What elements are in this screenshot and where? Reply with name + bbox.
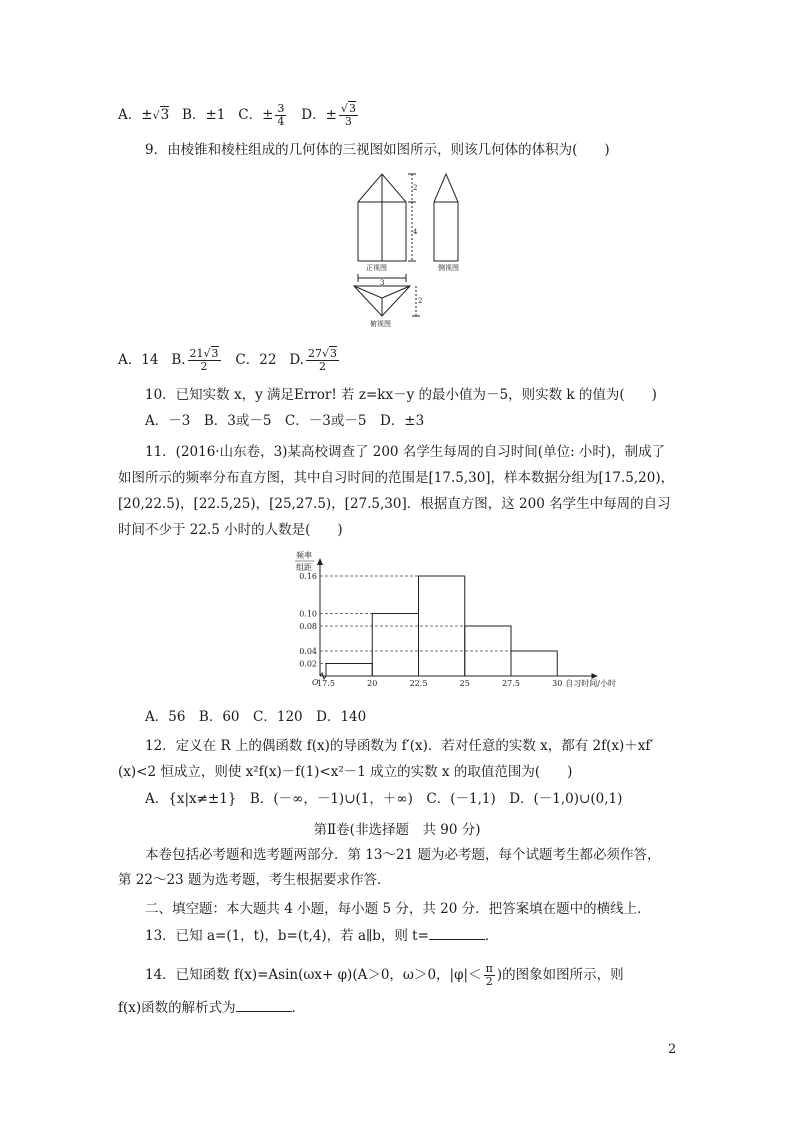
top-view-label: 俯视图 (370, 320, 391, 328)
x-tick-label-1: 20 (367, 679, 378, 688)
q8-option-b: B．±1 (182, 107, 226, 123)
histogram-bar-4 (511, 651, 557, 676)
q13-answer-blank (429, 927, 485, 940)
q9-option-b: B. (171, 352, 186, 368)
q14-pi: π (485, 962, 493, 975)
q14-denominator: 2 (485, 975, 493, 988)
fill-in-heading: 二、填空题：本大题共 4 小题，每小题 5 分，共 20 分．把答案填在题中的横线上． (145, 901, 651, 917)
x-tick-label-4: 27.5 (502, 679, 520, 688)
x-tick-label-3: 25 (459, 679, 470, 688)
x-tick-label-5: 30 (552, 679, 563, 688)
y-axis-label-bottom: 组距 (296, 563, 312, 572)
y-axis-label-top: 频率 (296, 551, 312, 560)
q9-option-d-fraction (306, 348, 339, 373)
top-view-edge-left (354, 286, 382, 298)
q14-line-2-text: f(x)函数的解析式为 (118, 1000, 236, 1016)
q11-line-1: 11．(2016·山东卷，3)某高校调查了 200 名学生每周的自习时间(单位: 小时)，制成了 (145, 444, 666, 460)
q11-histogram (290, 548, 616, 694)
q8-option-c-fraction (275, 103, 286, 128)
q9-stem: 9．由棱锥和棱柱组成的几何体的三视图如图所示，则该几何体的体积为( ) (145, 142, 610, 158)
q14-line-2: f(x)函数的解析式为 ． (118, 1000, 306, 1016)
q8-option-c-numerator: 3 (277, 102, 285, 115)
y-tick-label-4: 0.16 (299, 572, 317, 581)
side-view-label: 侧视图 (438, 264, 459, 272)
q9-option-b-radicand: 3 (211, 347, 219, 360)
q8-option-d-fraction (339, 103, 358, 128)
origin-label: O (312, 678, 319, 687)
q11-line-4: 时间不少于 22.5 小时的人数是( ) (118, 522, 343, 538)
q11-line-2: 如图所示的频率分布直方图，其中自习时间的范围是[17.5,30]，样本数据分组为[17.5,20)， (118, 470, 675, 486)
section-2-title: 第Ⅱ卷(非选择题 共 90 分) (313, 822, 481, 838)
y-tick-label-3: 0.10 (299, 609, 317, 619)
q14-answer-blank (236, 999, 292, 1012)
q10-stem: 10．已知实数 x，y 满足Error! 若 z=kx－y 的最小值为－5，则实数 k 的值为( ) (145, 387, 657, 403)
q12-line-1: 12．定义在 R 上的偶函数 f(x)的导函数为 f′(x)．若对任意的实数 x，都有 2f(x)＋xf′ (145, 738, 654, 754)
q9-option-d-numerator: 27√3 (307, 347, 337, 360)
front-view-label: 正视图 (366, 264, 387, 272)
q12-line-2: (x)<2 恒成立，则使 x²f(x)－f(1)<x²－1 成立的实数 x 的取值范围为( ) (118, 764, 573, 780)
q8-option-a-radicand: 3 (160, 107, 170, 123)
q8-option-d-numerator: √3 (340, 102, 356, 115)
q8-options: A．±√3 B．±1 C．± $\frac{3}{4}$ D．± $\frac{√3}{3}$ (118, 102, 356, 128)
histogram-bar-1 (372, 614, 418, 677)
q9-option-d-radicand: 3 (329, 347, 337, 360)
q9-three-view-figure (340, 166, 490, 336)
q11-options: A．56 B．60 C．120 D．140 (145, 709, 367, 725)
q9-option-b-denominator: 2 (200, 360, 208, 373)
q8-option-c: C．± (238, 107, 274, 123)
q9-option-b-coefficient: 21 (189, 347, 204, 360)
side-view-outline (434, 174, 458, 261)
dim-label-2a: 2 (413, 184, 418, 192)
q9-option-d-coefficient: 27 (307, 347, 322, 360)
q14-text-part-2: )的图象如图所示，则 (496, 967, 624, 983)
q9-option-d-denominator: 2 (318, 360, 326, 373)
q9-option-a: A．14 (118, 352, 159, 368)
y-axis-arrow (317, 558, 323, 565)
q9-option-c: C．22 (235, 352, 277, 368)
page-number: 2 (668, 1042, 677, 1057)
q8-option-a: A．± (118, 107, 153, 123)
y-tick-label-1: 0.04 (299, 647, 317, 656)
x-axis-label: 自习时间/小时 (565, 679, 616, 688)
y-tick-label-0: 0.02 (299, 659, 317, 669)
q9-options (118, 348, 341, 373)
q9-option-b-numerator: 21√3 (189, 347, 219, 360)
section-2-intro-line-2: 第 22～23 题为选考题，考生根据要求作答． (118, 872, 391, 888)
histogram-bar-0 (326, 664, 372, 677)
y-tick-label-2: 0.08 (299, 622, 317, 631)
q13-text: 13．已知 a=(1，t)，b=(t,4)，若 a∥b，则 t= (145, 928, 429, 944)
q8-option-c-denominator: 4 (277, 115, 285, 128)
x-tick-label-2: 22.5 (409, 679, 428, 688)
q9-option-b-fraction (188, 348, 221, 373)
q8-option-d-denominator: 3 (344, 115, 352, 128)
q11-line-3: [20,22.5)，[22.5,25)，[25,27.5)，[27.5,30]．根据直方图，这 200 名学生中每周的自习 (118, 496, 671, 512)
dim-label-2b: 2 (418, 297, 423, 305)
q12-options: A．{x|x≠±1} B．(－∞，－1)∪(1，＋∞) C．(－1,1) D．(－1,0)∪(0,1) (145, 791, 623, 807)
q10-options: A．－3 B．3或－5 C．－3或－5 D．±3 (145, 413, 425, 429)
q9-option-d: D. (289, 352, 304, 368)
q14-pi-over-2 (484, 963, 495, 988)
q13: 13．已知 a=(1，t)，b=(t,4)，若 a∥b，则 t= ． (145, 928, 499, 944)
top-view-edge-right (382, 286, 410, 298)
q14-line-1 (145, 963, 624, 988)
section-2-intro-line-1: 本卷包括必考题和选考题两部分．第 13～21 题为必考题，每个试题考生都必须作答， (145, 847, 661, 863)
q8-option-d: D．± (301, 107, 337, 123)
dim-label-4: 4 (413, 228, 418, 236)
x-tick-label-0: 17.5 (317, 679, 335, 688)
q8-option-d-radicand: 3 (348, 102, 356, 115)
q14-text-part-1: 14．已知函数 f(x)=Asin(ωx+ φ)(A＞0，ω＞0，|φ|＜ (145, 967, 482, 983)
dim-label-3: 3 (380, 279, 385, 287)
